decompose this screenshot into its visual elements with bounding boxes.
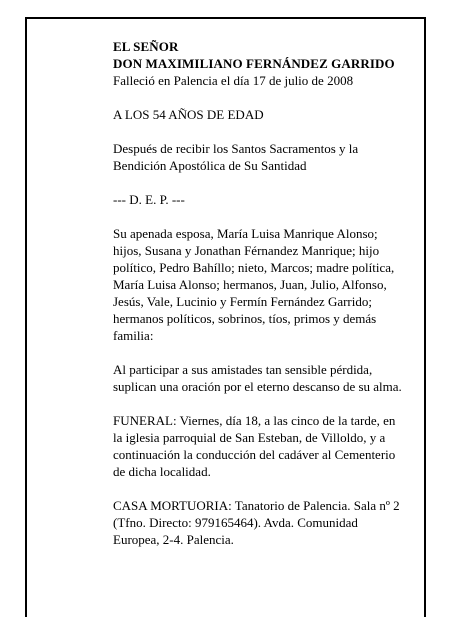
sacraments-line: Después de recibir los Santos Sacramentos y la bbox=[113, 141, 359, 156]
deceased-name: DON MAXIMILIANO FERNÁNDEZ GARRIDO bbox=[113, 56, 395, 71]
family-line: familia: bbox=[113, 328, 154, 343]
family-line: hijos, Susana y Jonathan Férnandez Manrique; hijo bbox=[113, 243, 380, 258]
header-title: EL SEÑOR bbox=[113, 39, 179, 54]
request-paragraph bbox=[113, 361, 413, 395]
funeral-paragraph bbox=[113, 412, 413, 480]
request-line: Al participar a sus amistades tan sensible pérdida, bbox=[113, 362, 373, 377]
family-line: hermanos políticos, sobrinos, tíos, primos y demás bbox=[113, 311, 377, 326]
funeral-home-paragraph bbox=[113, 497, 413, 548]
family-line: María Luisa Alonso; hermanos, Juan, Julio, Alfonso, bbox=[113, 277, 387, 292]
family-paragraph bbox=[113, 225, 413, 344]
funeral-home-line: Europea, 2-4. Palencia. bbox=[113, 532, 234, 547]
sacraments-line: Bendición Apostólica de Su Santidad bbox=[113, 158, 307, 173]
family-line: político, Pedro Bahíllo; nieto, Marcos; madre política, bbox=[113, 260, 395, 275]
funeral-home-line: (Tfno. Directo: 979165464). Avda. Comunidad bbox=[113, 515, 358, 530]
age-line: A LOS 54 AÑOS DE EDAD bbox=[113, 107, 264, 122]
funeral-line: FUNERAL: Viernes, día 18, a las cinco de la tarde, en bbox=[113, 413, 396, 428]
request-line: suplican una oración por el eterno descanso de su alma. bbox=[113, 379, 402, 394]
funeral-line: continuación la conducción del cadáver al Cementerio bbox=[113, 447, 396, 462]
funeral-line: la iglesia parroquial de San Esteban, de Villoldo, y a bbox=[113, 430, 386, 445]
rip-line: --- D. E. P. --- bbox=[113, 192, 185, 207]
family-line: Jesús, Vale, Lucinio y Fermín Fernández Garrido; bbox=[113, 294, 372, 309]
family-line: Su apenada esposa, María Luisa Manrique Alonso; bbox=[113, 226, 378, 241]
death-date: Falleció en Palencia el día 17 de julio de 2008 bbox=[113, 73, 354, 88]
obituary-notice bbox=[113, 38, 413, 548]
funeral-home-line: CASA MORTUORIA: Tanatorio de Palencia. Sala nº 2 bbox=[113, 498, 400, 513]
header-block bbox=[113, 38, 413, 89]
sacraments-paragraph bbox=[113, 140, 413, 174]
funeral-line: de dicha localidad. bbox=[113, 464, 211, 479]
